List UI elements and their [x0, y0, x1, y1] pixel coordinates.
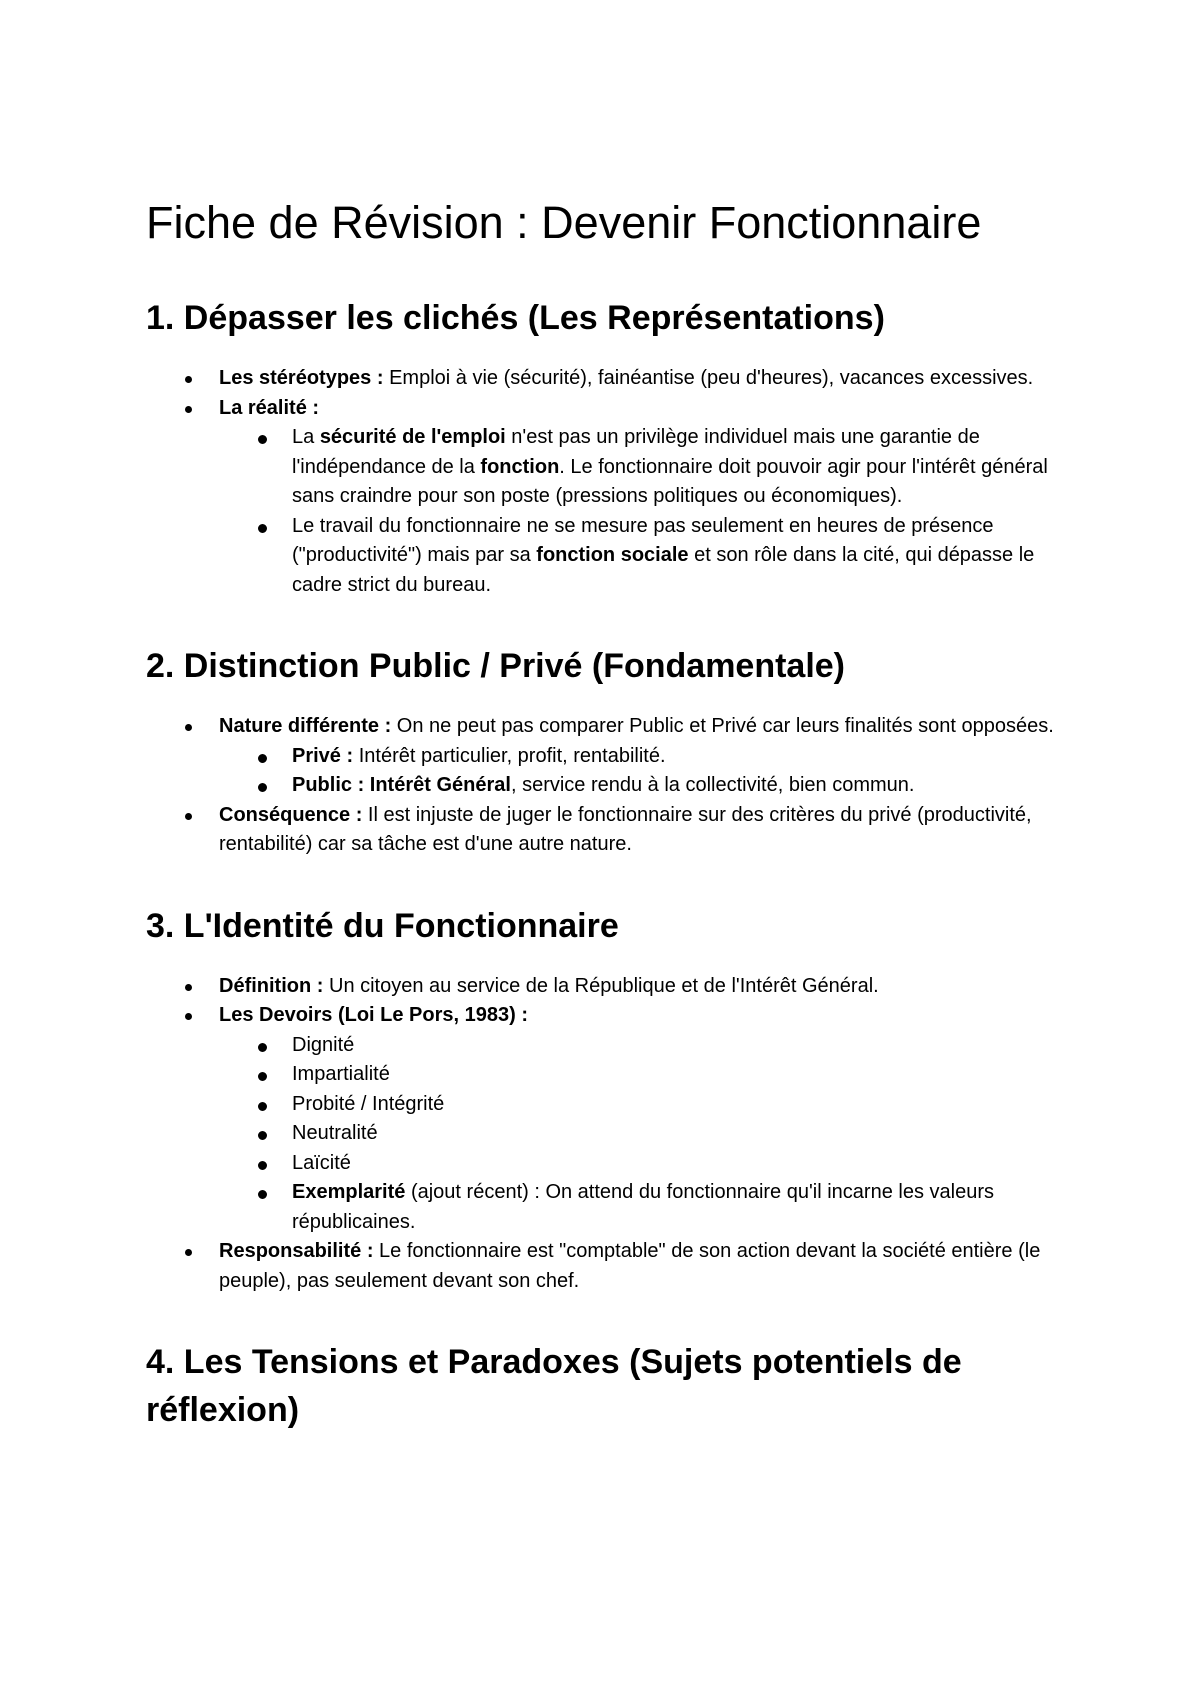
sublist-item	[219, 423, 1076, 512]
nature-sublist	[219, 742, 1076, 801]
list-item-responsabilite	[146, 1237, 1076, 1296]
section-1-list	[146, 364, 1076, 423]
section-4	[146, 1338, 1076, 1434]
devoirs-sublist	[219, 1031, 1076, 1238]
text-span: La	[292, 426, 320, 448]
document-content	[146, 192, 1076, 1476]
devoir-item: Dignité	[219, 1031, 1076, 1061]
public-text: , service rendu à la collectivité, bien commun.	[510, 774, 915, 796]
list-item-consequence	[146, 801, 1076, 860]
responsabilite-label: Responsabilité :	[219, 1240, 374, 1262]
section-3-list-cont	[146, 1237, 1076, 1296]
sublist-item-public	[219, 771, 1076, 801]
devoir-item-exemplarite	[219, 1178, 1076, 1237]
nature-text: On ne peut pas comparer Public et Privé car leurs finalités sont opposées.	[391, 715, 1054, 737]
section-2-list	[146, 712, 1076, 742]
bold-span: sécurité de l'emploi	[319, 426, 506, 448]
section-4-heading: 4. Les Tensions et Paradoxes (Sujets potentiels de réflexion)	[146, 1343, 962, 1429]
bold-span: fonction sociale	[536, 544, 689, 566]
realite-label: La réalité :	[219, 396, 320, 419]
definition-text: Un citoyen au service de la République et de l'Intérêt Général.	[323, 974, 879, 997]
prive-text: Intérêt particulier, profit, rentabilité.	[353, 744, 666, 767]
devoir-item: Neutralité	[219, 1119, 1076, 1149]
text-span: . Le fonctionnaire doit pouvoir agir pour l'intérêt général sans craindre pour son poste (pressions politiques ou économiques).	[292, 455, 1048, 507]
text-span: Le travail du fonctionnaire ne se mesure pas seulement en heures de présence ("productivité") mais par sa	[292, 514, 994, 566]
section-2-heading: 2. Distinction Public / Privé (Fondamentale)	[146, 647, 846, 685]
list-item-stereotypes	[146, 364, 1076, 394]
section-3	[146, 902, 1076, 1297]
text-span: n'est pas un privilège individuel mais une garantie de l'indépendance de la	[292, 426, 980, 478]
section-2	[146, 642, 1076, 860]
list-item-devoirs	[146, 1001, 1076, 1031]
devoir-item: Probité / Intégrité	[219, 1090, 1076, 1120]
sublist-item-prive	[219, 742, 1076, 772]
definition-label: Définition :	[219, 974, 324, 997]
list-item-definition	[146, 972, 1076, 1002]
responsabilite-text: Le fonctionnaire est "comptable" de son action devant la société entière (le peuple), pas seulement devant son chef.	[219, 1240, 1041, 1292]
consequence-text: Il est injuste de juger le fonctionnaire sur des critères du privé (productivité, rentabilité) car sa tâche est d'une autre nature.	[219, 803, 1032, 855]
prive-label: Privé :	[292, 744, 354, 767]
section-2-list-cont	[146, 801, 1076, 860]
list-item-realite	[146, 394, 1076, 424]
stereotypes-label: Les stéréotypes :	[219, 367, 384, 389]
nature-label: Nature différente :	[219, 715, 392, 737]
devoir-item: Impartialité	[219, 1060, 1076, 1090]
section-1-heading: 1. Dépasser les clichés (Les Représentations)	[146, 299, 885, 337]
section-3-heading: 3. L'Identité du Fonctionnaire	[146, 906, 619, 945]
exemplarite-label: Exemplarité	[292, 1181, 406, 1203]
public-label: Public : Intérêt Général	[292, 774, 511, 796]
page-title: Fiche de Révision : Devenir Fonctionnaire	[146, 197, 982, 248]
text-span: et son rôle dans la cité, qui dépasse le cadre strict du bureau.	[292, 544, 1035, 596]
sublist-item	[219, 512, 1076, 601]
consequence-label: Conséquence :	[219, 803, 363, 826]
section-3-list	[146, 972, 1076, 1031]
devoir-item: Laïcité	[219, 1149, 1076, 1179]
list-item-nature	[146, 712, 1076, 742]
stereotypes-text: Emploi à vie (sécurité), fainéantise (peu d'heures), vacances excessives.	[383, 367, 1034, 389]
devoirs-label: Les Devoirs (Loi Le Pors, 1983) :	[219, 1004, 528, 1026]
bold-span: fonction	[480, 455, 560, 478]
exemplarite-text: (ajout récent) : On attend du fonctionnaire qu'il incarne les valeurs républicaines.	[292, 1181, 994, 1233]
section-1	[146, 294, 1076, 600]
realite-sublist	[219, 423, 1076, 600]
